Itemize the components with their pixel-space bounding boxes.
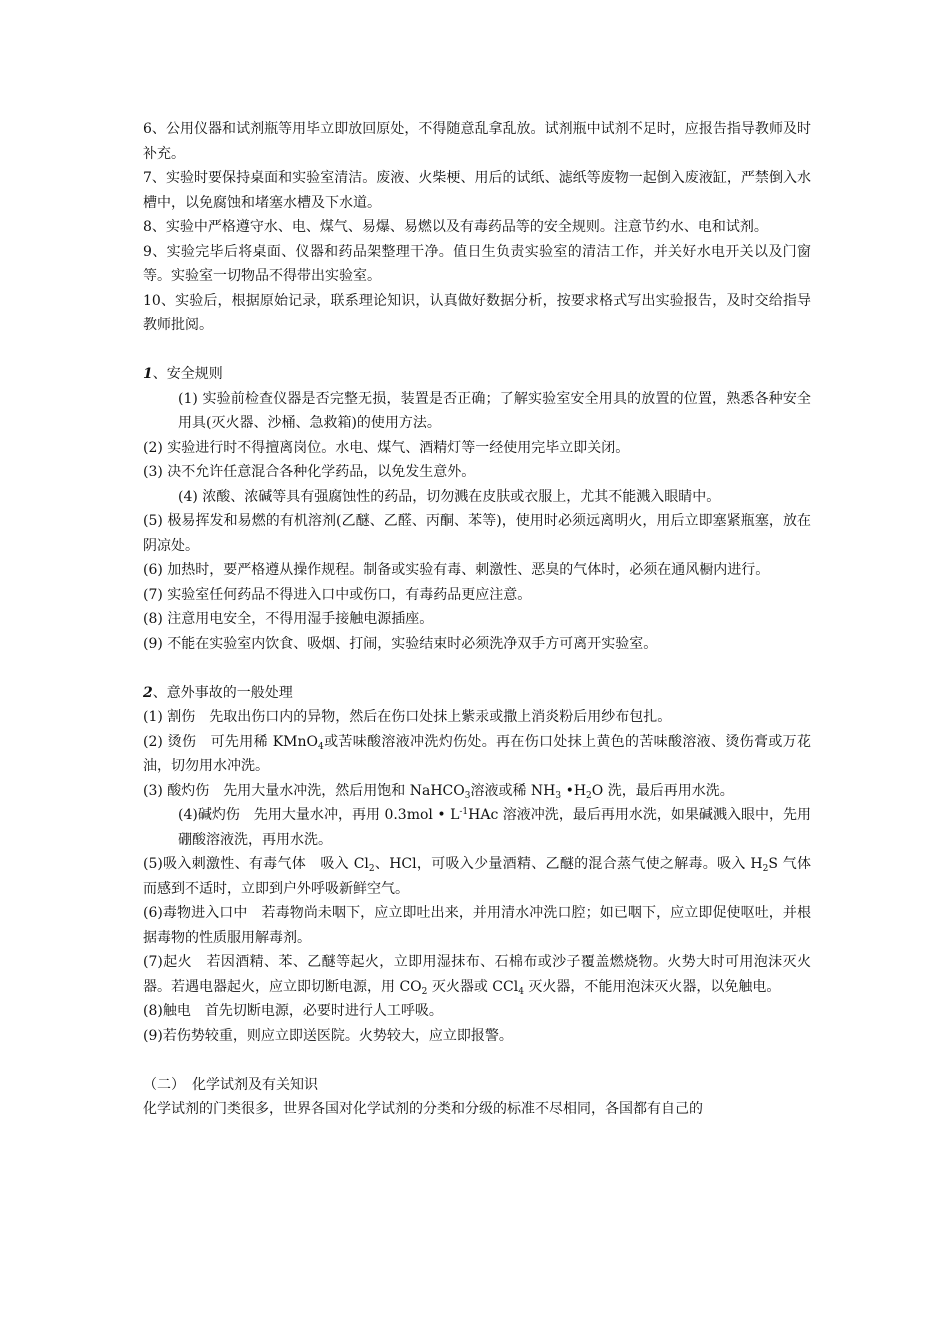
text-part: 溶液或稀 NH [470, 782, 556, 799]
accident-9: (9)若伤势较重，则应立即送医院。火势较大，应立即报警。 [143, 1027, 513, 1044]
section-2-title: 、意外事故的一般处理 [152, 684, 293, 701]
subscript: 3 [555, 790, 562, 801]
spacer [143, 338, 811, 363]
section-1-number: 1 [143, 366, 153, 382]
text-part: 灭火器或 CCl [427, 978, 519, 995]
subscript: 3 [464, 790, 471, 801]
accident-4 [143, 803, 811, 852]
safety-rule-6: (6) 加热时，要严格遵从操作规程。制备或实验有毒、刺激性、恶臭的气体时，必须在通风橱内进行。 [143, 562, 770, 578]
text-part: S 气体而感到不适时，立即到户外呼吸新鲜空气。 [143, 856, 811, 897]
subscript: 4 [518, 986, 524, 997]
text-part: 灭火器，不能用泡沫灭火器，以免触电。 [523, 978, 781, 995]
text-part: •H [561, 782, 587, 799]
text-part: (4)碱灼伤 先用大量水冲，再用 0.3mol • L [178, 807, 460, 823]
section-1-title: 、安全规则 [152, 366, 223, 382]
part-2-text: 化学试剂的门类很多，世界各国对化学试剂的分类和分级的标准不尽相同，各国都有自己的 [143, 1101, 703, 1117]
subscript: 4 [318, 741, 324, 752]
accident-7 [143, 950, 811, 999]
safety-rule-8: (8) 注意用电安全，不得用湿手接触电源插座。 [143, 611, 434, 627]
section-2-heading [143, 681, 811, 706]
text-part: O 洗，最后再用水洗。 [591, 782, 734, 799]
text-part: HAc 溶液冲洗，最后再用水洗，如果碱溅入眼中，先用硼酸溶液洗，再用水洗。 [178, 807, 812, 848]
safety-rule-1: (1) 实验前检查仪器是否完整无损，装置是否正确；了解实验室安全用具的放置的位置，熟悉各种安全用具(灭火器、沙桶、急救箱)的使用方法。 [178, 390, 811, 431]
rule-9: 9、实验完毕后将桌面、仪器和药品架整理干净。值日生负责实验室的清洁工作，并关好水电开关以及门窗等。实验室一切物品不得带出实验室。 [143, 243, 811, 284]
subscript: 2 [762, 864, 769, 874]
rule-10: 10、实验后，根据原始记录，联系理论知识，认真做好数据分析，按要求格式写出实验报告，及时交给指导教师批阅。 [143, 292, 811, 333]
safety-rule-3: (3) 决不允许任意混合各种化学药品，以免发生意外。 [143, 464, 476, 480]
subscript: 2 [586, 790, 592, 801]
text-part: 或苦味酸溶液冲洗灼伤处。再在伤口处抹上黄色的苦味酸溶液、烫伤膏或万花油，切勿用水冲洗。 [143, 733, 811, 774]
accident-2 [143, 730, 811, 779]
accident-8: (8)触电 首先切断电源，必要时进行人工呼吸。 [143, 1003, 443, 1019]
section-2-number: 2 [143, 684, 153, 701]
accident-6: (6)毒物进入口中 若毒物尚未咽下，应立即吐出来，并用清水冲洗口腔；如已咽下，应立即促使呕吐，并根据毒物的性质服用解毒剂。 [143, 905, 811, 946]
accident-1: (1) 割伤 先取出伤口内的异物，然后在伤口处抹上紫汞或撒上消炎粉后用纱布包扎。 [143, 709, 672, 725]
safety-rule-4: (4) 浓酸、浓碱等具有强腐蚀性的药品，切勿溅在皮肤或衣服上，尤其不能溅入眼睛中。 [178, 488, 721, 505]
text-part: (3) 酸灼伤 先用大量水冲洗，然后用饱和 NaHCO [143, 782, 465, 799]
rule-6: 6、公用仪器和试剂瓶等用毕立即放回原处，不得随意乱拿乱放。试剂瓶中试剂不足时，应报告指导教师及时补充。 [143, 121, 811, 162]
text-part: (7)起火 若因酒精、苯、乙醚等起火，立即用湿抹布、石棉布或沙子覆盖燃烧物。火势大时可用泡沫灭火器。若遇电器起火，应立即切断电源，用 CO [143, 954, 811, 995]
rule-7: 7、实验时要保持桌面和实验室清洁。废液、火柴梗、用后的试纸、滤纸等废物一起倒入废液缸，严禁倒入水槽中，以免腐蚀和堵塞水槽及下水道。 [143, 170, 811, 211]
safety-rule-7: (7) 实验室任何药品不得进入口中或伤口，有毒药品更应注意。 [143, 586, 532, 603]
safety-rule-2: (2) 实验进行时不得擅离岗位。水电、煤气、酒精灯等一经使用完毕立即关闭。 [143, 439, 630, 456]
subscript: 2 [368, 864, 375, 874]
section-1-heading [143, 362, 811, 387]
superscript: -1 [459, 807, 469, 817]
text-part: (5)吸入刺激性、有毒气体 吸入 Cl [143, 856, 369, 872]
accident-5 [143, 852, 811, 901]
text-part: (2) 烫伤 可先用稀 KMnO [143, 733, 318, 750]
part-2-heading: （二） 化学试剂及有关知识 [143, 1076, 318, 1093]
spacer [143, 1048, 811, 1073]
subscript: 2 [421, 986, 428, 997]
spacer [143, 656, 811, 681]
rule-8: 8、实验中严格遵守水、电、煤气、易爆、易燃以及有毒药品等的安全规则。注意节约水、电和试剂。 [143, 219, 768, 235]
accident-3 [143, 779, 811, 804]
safety-rule-9: (9) 不能在实验室内饮食、吸烟、打闹，实验结束时必须洗净双手方可离开实验室。 [143, 635, 658, 652]
safety-rule-5: (5) 极易挥发和易燃的有机溶剂(乙醚、乙醛、丙酮、苯等)，使用时必须远离明火，用后立即塞紧瓶塞，放在阴凉处。 [143, 513, 811, 554]
text-part: 、HCl，可吸入少量酒精、乙醚的混合蒸气使之解毒。吸入 H [374, 856, 763, 872]
document-page [143, 117, 811, 1122]
